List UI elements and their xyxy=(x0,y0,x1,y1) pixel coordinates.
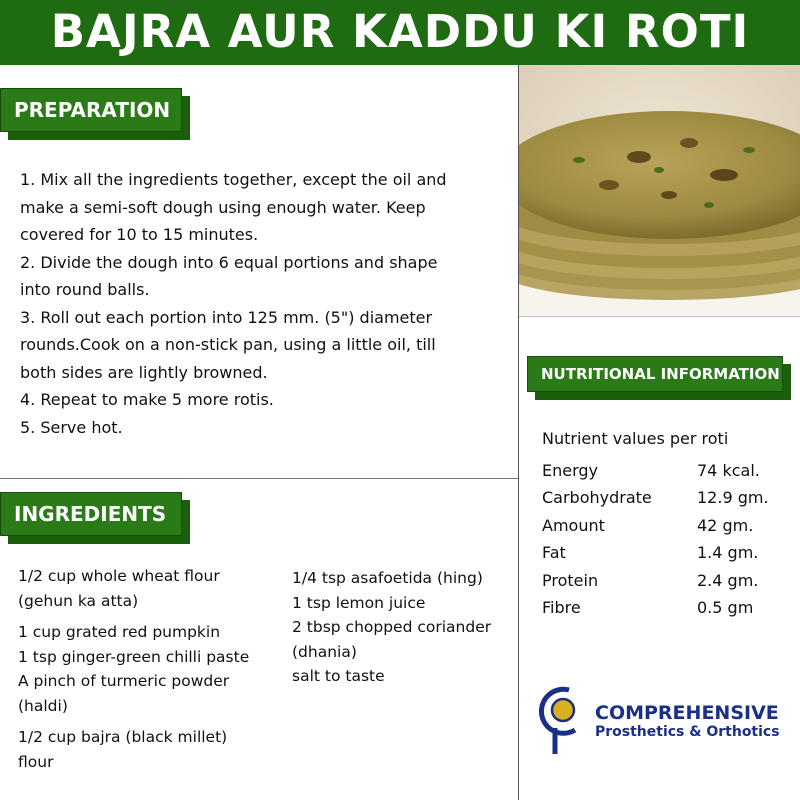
photo-divider xyxy=(519,316,800,317)
step-line: 3. Roll out each portion into 125 mm. (5") diameter xyxy=(20,307,433,327)
page-title: BAJRA AUR KADDU KI ROTI xyxy=(50,5,750,58)
step-line: 2. Divide the dough into 6 equal portions and shape xyxy=(20,252,438,272)
nutrient-name: Energy xyxy=(542,461,599,480)
ingredient-line: 1 cup grated red pumpkin xyxy=(18,623,221,641)
nutrient-value: 1.4 gm. xyxy=(697,543,759,563)
step-line: make a semi-soft dough using enough water. Keep xyxy=(20,197,426,217)
nutrition-heading xyxy=(527,356,783,392)
nutrient-name: Protein xyxy=(542,570,599,590)
nutrient-name: Amount xyxy=(542,515,605,535)
ingredient-line: flour xyxy=(18,752,54,771)
ingredient-line: A pinch of turmeric powder xyxy=(18,672,230,690)
step-line: both sides are lightly browned. xyxy=(20,362,268,382)
nutrient-value: 12.9 gm. xyxy=(697,488,769,508)
ingredient-line: (gehun ka atta) xyxy=(18,591,139,610)
step-line: into round balls. xyxy=(20,280,150,299)
ingredient-line: 2 tbsp chopped coriander xyxy=(292,618,492,636)
nutrient-name: Carbohydrate xyxy=(542,488,652,508)
nutrient-name: Fibre xyxy=(542,597,581,617)
preparation-steps xyxy=(20,166,510,441)
ingredient-line: salt to taste xyxy=(292,667,385,685)
nutrition-heading-text: NUTRITIONAL INFORMATION xyxy=(541,365,780,383)
nutrition-row xyxy=(542,567,782,594)
roti-photo xyxy=(519,65,800,315)
step-line: rounds.Cook on a non-stick pan, using a little oil, till xyxy=(20,335,436,354)
nutrient-name: Fat xyxy=(542,543,566,563)
ingredients-left xyxy=(18,564,288,774)
section-divider xyxy=(0,478,518,479)
company-logo xyxy=(535,684,795,756)
step-line: 5. Serve hot. xyxy=(20,417,123,437)
preparation-heading xyxy=(0,88,182,132)
ingredient-line: (haldi) xyxy=(18,696,68,715)
step-line: 1. Mix all the ingredients together, except the oil and xyxy=(20,170,447,189)
nutrition-row xyxy=(542,594,782,621)
ingredient-line: 1/4 tsp asafoetida (hing) xyxy=(292,569,483,587)
nutrient-value: 74 kcal. xyxy=(697,461,760,480)
nutrition-row xyxy=(542,539,782,566)
logo-line-1: COMPREHENSIVE xyxy=(595,702,779,724)
ingredient-line: (dhania) xyxy=(292,642,357,661)
nutrient-value: 0.5 gm xyxy=(697,597,754,617)
nutrition-row xyxy=(542,457,782,484)
ingredients-heading xyxy=(0,492,182,536)
nutrition-table xyxy=(542,426,782,621)
roti-illustration xyxy=(519,65,800,315)
preparation-heading-text: PREPARATION xyxy=(14,98,171,122)
ingredients-right xyxy=(292,566,516,689)
nutrient-value: 2.4 gm. xyxy=(697,570,759,590)
ingredient-line: 1/2 cup bajra (black millet) xyxy=(18,728,228,746)
logo-mark-icon xyxy=(535,684,593,756)
ingredients-heading-text: INGREDIENTS xyxy=(14,502,167,526)
nutrition-row xyxy=(542,512,782,539)
logo-line-2: Prosthetics & Orthotics xyxy=(595,724,780,740)
step-line: 4. Repeat to make 5 more rotis. xyxy=(20,390,274,409)
nutrition-subheading: Nutrient values per roti xyxy=(542,429,729,448)
ingredient-line: 1/2 cup whole wheat flour xyxy=(18,567,220,585)
nutrition-row xyxy=(542,484,782,511)
ingredient-line: 1 tsp lemon juice xyxy=(292,593,426,612)
nutrient-value: 42 gm. xyxy=(697,515,754,535)
ingredient-line: 1 tsp ginger-green chilli paste xyxy=(18,647,250,666)
step-line: covered for 10 to 15 minutes. xyxy=(20,225,259,244)
